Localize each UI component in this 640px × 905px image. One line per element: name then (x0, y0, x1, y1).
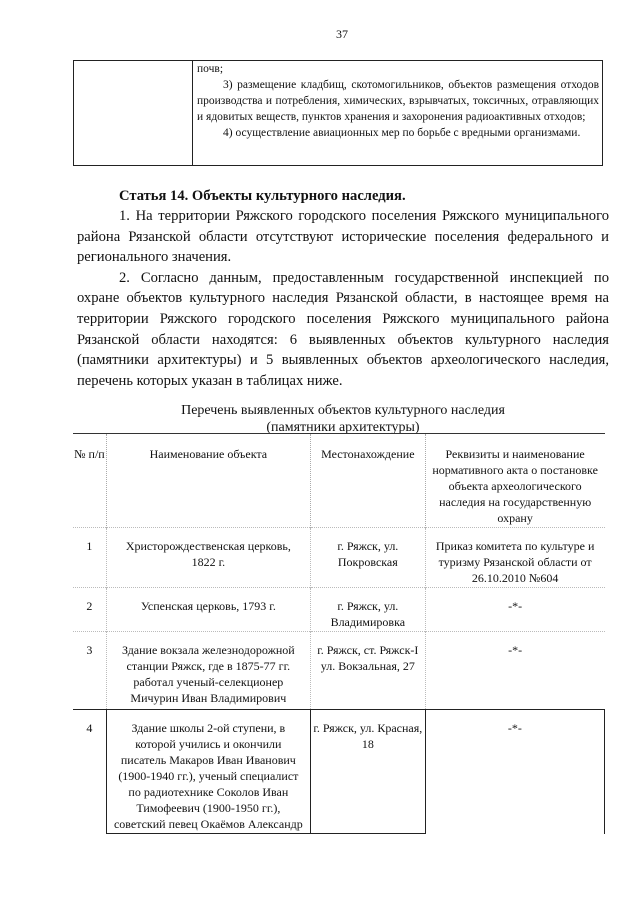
row-num: 4 (73, 710, 106, 834)
header-name: Наименование объекта (106, 434, 310, 528)
header-num: № п/п (73, 434, 106, 528)
row-location: г. Ряжск, ул. Владимировка (310, 588, 425, 632)
row-location: г. Ряжск, ул. Красная, 18 (310, 710, 425, 834)
table-row (73, 632, 605, 710)
header-requisites: Реквизиты и наименование нормативного акта о постановке объекта археологического наследия на государственную охрану (425, 434, 604, 528)
article-14 (77, 186, 609, 391)
row-num: 2 (73, 588, 106, 632)
monuments-table (73, 433, 605, 834)
row-num: 1 (73, 528, 106, 588)
row-num: 3 (73, 632, 106, 710)
continuation-line: 3) размещение кладбищ, скотомогильников, объектов размещения отходов производства и потребления, химических, взрывчатых, токсичных, отравляющих и ядовитых веществ, пунктов хранения и захоронения радиоактивных отходов; (197, 79, 599, 123)
row-location: г. Ряжск, ул. Покровская (310, 528, 425, 588)
continuation-text-cell (193, 61, 603, 166)
article-paragraph-2: 2. Согласно данным, предоставленным государственной инспекцией по охране объектов культурного наследия Рязанской области, в настоящее время на территории Ряжского городского поселения Ряжского муниципального района Рязанской области находятся: 6 выявленных объектов культурного наследия (памятники архитектуры) и 5 выявленных объектов археологического наследия, перечень которых указан в таблицах ниже. (77, 269, 609, 389)
row-location: г. Ряжск, ст. Ряжск-I ул. Вокзальная, 27 (310, 632, 425, 710)
row-name: Христорождественская церковь, 1822 г. (106, 528, 310, 588)
row-name: Успенская церковь, 1793 г. (106, 588, 310, 632)
row-requisites: -*- (425, 632, 604, 710)
row-name: Здание вокзала железнодорожной станции Ряжск, где в 1875-77 гг. работал ученый-селекционер Мичурин Иван Владимирович (106, 632, 310, 710)
article-heading: Статья 14. Объекты культурного наследия. (119, 188, 406, 204)
row-name: Здание школы 2-ой ступени, в которой учились и окончили писатель Макаров Иван Иванович (1900-1940 гг.), ученый специалист по радиотехнике Соколов Иван Тимофеевич (1900-1950 гг.), советский певец Окаёмов Александр (106, 710, 310, 834)
table-row (73, 528, 605, 588)
table-row (73, 710, 605, 834)
row-requisites: -*- (425, 710, 604, 834)
table-title-line: (памятники архитектуры) (266, 420, 420, 435)
article-paragraph-1: 1. На территории Ряжского городского поселения Ряжского муниципального района Рязанской области отсутствуют исторические поселения федерального и регионального значения. (77, 208, 609, 266)
continuation-line: почв; (197, 63, 224, 75)
row-requisites: Приказ комитета по культуре и туризму Рязанской области от 26.10.2010 №604 (425, 528, 604, 588)
table-row (73, 588, 605, 632)
table-title (73, 402, 613, 436)
continuation-empty-cell (74, 61, 193, 166)
table-title-line: Перечень выявленных объектов культурного наследия (181, 403, 505, 418)
header-location: Местонахождение (310, 434, 425, 528)
continuation-table (73, 60, 603, 166)
continuation-line: 4) осуществление авиационных мер по борьбе с вредными организмами. (223, 127, 581, 139)
page-number: 37 (336, 27, 348, 41)
table-header-row (73, 434, 605, 528)
row-requisites: -*- (425, 588, 604, 632)
